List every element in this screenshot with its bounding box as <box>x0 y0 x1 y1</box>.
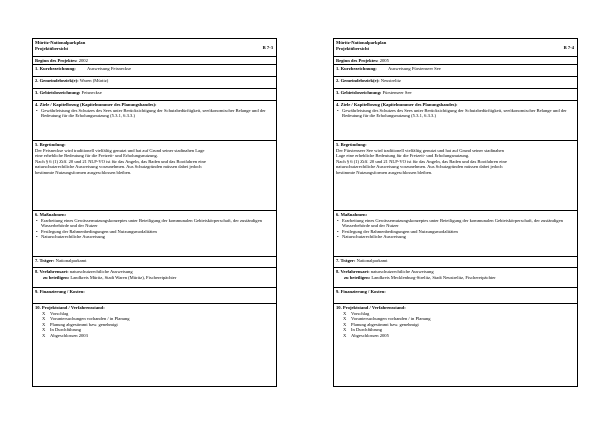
list-item: • Erarbeitung eines Gewässernutzungskonzeptes unter Beteiligung der kommunalen Gebietskörperschaft, der zuständigen Wasserbehörde und der Nutzer <box>41 218 274 229</box>
begruendung-label: 5. Begründung: <box>336 142 367 147</box>
section-finanzierung <box>33 288 276 304</box>
status-mark: X <box>343 321 347 327</box>
status-text: Voruntersuchungen vorhanden / in Planung <box>50 316 130 322</box>
kurzbez-label: 1. Kurzbezeichnung: <box>35 66 76 71</box>
massnahmen-list <box>336 218 575 240</box>
list-item: • Gewährleistung des Schutzes des Sees unter Berücksichtigung der Schutzbedürftigkeit, seeökonomischer Belange und der Bedeutung für die Erholungsnutzung (5.3.1, 6.3.3.) <box>342 108 575 119</box>
beteiligen-value: Landkreis Mecklenburg-Strelitz, Stadt Neustrelitz, Fischereipächter <box>371 274 496 280</box>
status-mark: X <box>42 332 46 338</box>
projektstand-label: 10. Projektstand / Verfahrensstand: <box>35 305 105 310</box>
text-line: Nach § 6 (1) Ziff. 20 und 21 NLP-VO ist für das Angeln, das Baden und das Bootfahren eine <box>336 158 507 164</box>
section-begruendung <box>33 141 276 211</box>
status-text: In Durchführung <box>351 327 382 333</box>
list-item: • Festlegung der Rahmenbedingungen und Nutzungsmodalitäten <box>342 229 575 235</box>
verfahren-label: 8. Verfahrensart: <box>35 269 69 274</box>
section-traeger <box>334 257 577 268</box>
org-title: Müritz-Nationalparkplan <box>35 40 86 45</box>
beginn-value: 2002 <box>78 58 88 63</box>
status-text: Vorschlag <box>351 310 370 316</box>
section-kurzbezeichnung <box>334 65 577 77</box>
section-massnahmen <box>334 211 577 257</box>
project-sheet-b7-3 <box>32 38 277 387</box>
beginn-label: Beginn des Projektes: <box>336 58 379 63</box>
traeger-label: 7. Träger: <box>336 258 356 263</box>
gebiet-value: Fürstenseer See <box>382 90 412 95</box>
verfahren-label: 8. Verfahrensart: <box>336 269 370 274</box>
sheet-code: B 7-4 <box>563 45 574 50</box>
list-item: • Gewährleistung des Schutzes des Sees unter Berücksichtigung der Schutzbedürftigkeit, seeökonomischer Belange und der Bedeutung für die Erholungsnutzung (5.3.1, 6.3.3.) <box>41 108 274 119</box>
begruendung-label: 5. Begründung: <box>35 142 66 147</box>
gemeinde-label: 2. Gemeindebezirk(e): <box>336 78 380 83</box>
project-sheet-b7-4 <box>333 38 578 387</box>
status-text: Planung abgestimmt bzw. genehmigt <box>50 321 118 327</box>
status-mark: X <box>343 327 347 333</box>
doc-type: Projektübersicht <box>336 45 370 51</box>
beginn-value: 2005 <box>379 58 389 63</box>
gemeinde-label: 2. Gemeindebezirk(e): <box>35 78 79 83</box>
gebiet-value: Feisneckse <box>81 90 102 95</box>
projektstand-label: 10. Projektstand / Verfahrensstand: <box>336 305 406 310</box>
status-text: Planung abgestimmt bzw. genehmigt <box>351 321 419 327</box>
status-text: Abgeschlossen 2005 <box>351 332 389 338</box>
org-title: Müritz-Nationalparkplan <box>336 40 387 45</box>
status-list <box>35 311 274 339</box>
sheet-header <box>334 39 577 57</box>
section-begruendung <box>334 141 577 211</box>
text-line: Nach § 6 (1) Ziff. 20 und 21 NLP-VO ist für das Angeln, das Baden und das Bootfahren eine <box>35 158 206 164</box>
status-list <box>336 311 575 339</box>
section-gebiet <box>334 89 577 101</box>
status-text: In Durchführung <box>50 327 81 333</box>
section-verfahrensart <box>33 268 276 288</box>
text-line: naturschutzrechtliche Ausweisung vorzunehmen. Aus Schutzgründen müssen dabei jedoch <box>336 164 503 170</box>
status-mark: X <box>42 327 46 333</box>
section-projektstand <box>33 304 276 386</box>
finanzierung-label: 9. Finanzierung / Kosten: <box>336 289 386 294</box>
beginn-row <box>33 57 276 65</box>
status-mark: X <box>343 310 347 316</box>
list-item: • Naturschutzrechtliche Ausweisung <box>41 234 274 240</box>
status-mark: X <box>42 310 46 316</box>
status-mark: X <box>343 316 347 322</box>
ziele-label: 4. Ziele / Kapitelbezug (Kapitelnummer des Planungsbandes): <box>35 102 157 107</box>
sheet-header <box>33 39 276 57</box>
kurzbez-label: 1. Kurzbezeichnung: <box>336 66 377 71</box>
section-verfahrensart <box>334 268 577 288</box>
verfahren-value: naturschutzrechtliche Ausweisung <box>69 269 133 274</box>
status-text: Abgeschlossen 2003 <box>50 332 88 338</box>
status-text: Voruntersuchungen vorhanden / in Planung <box>351 316 431 322</box>
traeger-value: Nationalparkamt <box>55 258 87 263</box>
verfahren-value: naturschutzrechtliche Ausweisung <box>370 269 434 274</box>
status-item <box>343 333 575 339</box>
list-item: • Festlegung der Rahmenbedingungen und Nutzungsmodalitäten <box>41 229 274 235</box>
section-traeger <box>33 257 276 268</box>
status-item <box>42 333 274 339</box>
finanzierung-label: 9. Finanzierung / Kosten: <box>35 289 85 294</box>
text-line: bestimmte Nutzungsformen ausgeschlossen bleiben. <box>35 169 132 175</box>
beginn-label: Beginn des Projektes: <box>35 58 78 63</box>
section-gebiet <box>33 89 276 101</box>
list-item: • Erarbeitung eines Gewässernutzungskonzeptes unter Beteiligung der kommunalen Gebietskörperschaft, der zuständigen Wasserbehörde und der Nutzer <box>342 218 575 229</box>
massnahmen-list <box>35 218 274 240</box>
ziele-list <box>35 108 274 119</box>
text-line: naturschutzrechtliche Ausweisung vorzunehmen. Aus Schutzgründen müssen dabei jedoch <box>35 164 202 170</box>
beginn-row <box>334 57 577 65</box>
section-ziele <box>334 101 577 141</box>
traeger-value: Nationalparkamt <box>356 258 388 263</box>
gebiet-label: 3. Gebietsbezeichnung: <box>336 90 382 95</box>
text-line: bestimmte Nutzungsformen ausgeschlossen bleiben. <box>336 169 433 175</box>
massnahmen-label: 6. Maßnahmen: <box>336 212 368 217</box>
section-gemeinde <box>33 77 276 89</box>
status-mark: X <box>42 316 46 322</box>
ziele-label: 4. Ziele / Kapitelbezug (Kapitelnummer des Planungsbandes): <box>336 102 458 107</box>
massnahmen-label: 6. Maßnahmen: <box>35 212 67 217</box>
traeger-label: 7. Träger: <box>35 258 55 263</box>
status-mark: X <box>42 321 46 327</box>
text-line: eine erhebliche Bedeutung für die Freizeit- und Erholungsnutzung. <box>35 153 158 159</box>
sheet-code: B 7-3 <box>262 45 273 50</box>
status-text: Vorschlag <box>50 310 69 316</box>
section-projektstand <box>334 304 577 386</box>
list-item: • Naturschutzrechtliche Ausweisung <box>342 234 575 240</box>
section-ziele <box>33 101 276 141</box>
section-massnahmen <box>33 211 276 257</box>
kurzbez-value: Ausweisung Fürstenseer See <box>388 66 441 71</box>
ziele-list <box>336 108 575 119</box>
text-line: Der Fürstenseer See wird traditionell vielfältig genutzt und hat auf Grund seiner stadtnahen <box>336 147 504 153</box>
section-gemeinde <box>334 77 577 89</box>
beteiligen-label: zu beteiligen: <box>43 274 70 280</box>
doc-type: Projektübersicht <box>35 45 69 51</box>
text-line: Der Feisneckse wird traditionell vielfältig genutzt und hat auf Grund seiner stadtnahen Lage <box>35 147 205 153</box>
beteiligen-value: Landkreis Müritz, Stadt Waren (Müritz), Fischereipächter <box>70 274 177 280</box>
section-finanzierung <box>334 288 577 304</box>
gemeinde-value: Waren (Müritz) <box>79 78 109 83</box>
beteiligen-label: zu beteiligen: <box>344 274 371 280</box>
gebiet-label: 3. Gebietsbezeichnung: <box>35 90 81 95</box>
kurzbez-value: Ausweisung Feisneckse <box>87 66 132 71</box>
status-mark: X <box>343 332 347 338</box>
section-kurzbezeichnung <box>33 65 276 77</box>
gemeinde-value: Neustrelitz <box>380 78 401 83</box>
text-line: Lage eine erhebliche Bedeutung für die Freizeit- und Erholungsnutzung. <box>336 153 470 159</box>
